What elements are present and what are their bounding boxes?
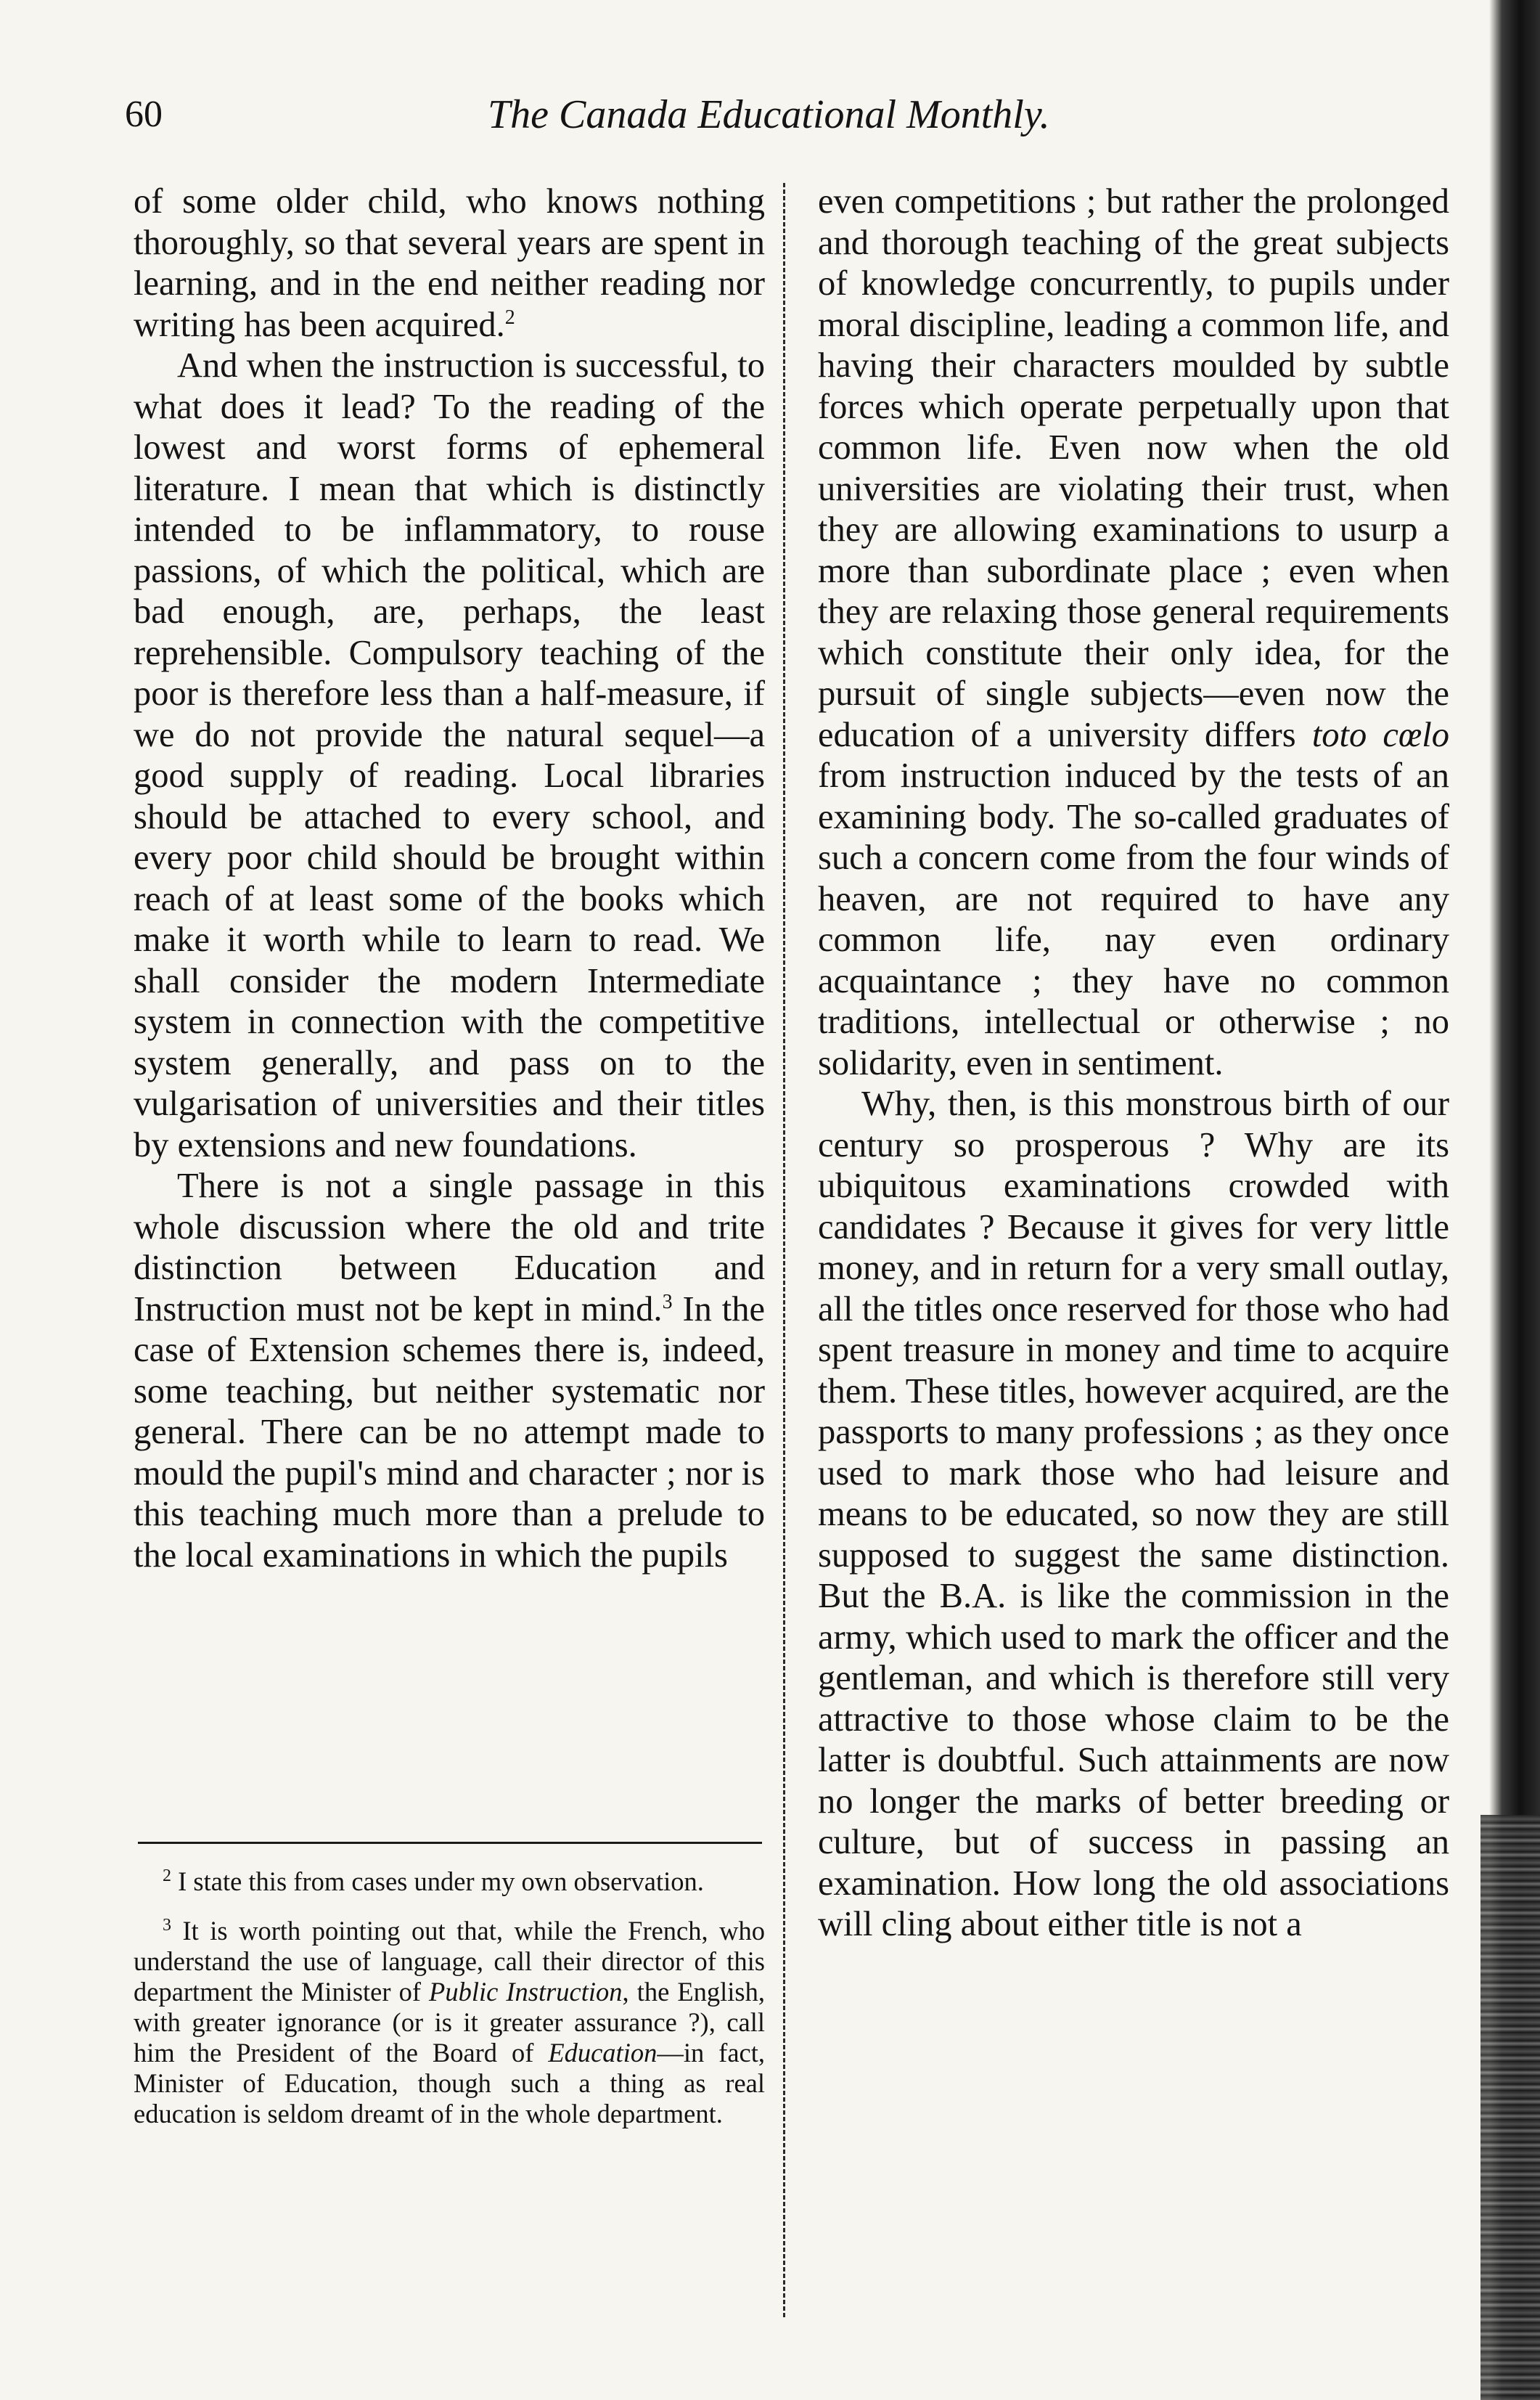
column-divider <box>783 183 785 2317</box>
footnote-divider <box>138 1842 762 1844</box>
right-paragraph-2: Why, then, is this monstrous birth of our century so prosperous ? Why are its ubiquitous examinations crowded with candidates ? Because it gives for very little money, and in return for a very small outlay, all the titles once reserved for those who had spent treasure in money and time to acquire them. These titles, however acquired, are the passports to many professions ; as they once used to mark those who had leisure and means to be educated, so now they are still supposed to suggest the same distinction. But the B.A. is like the commission in the army, which used to mark the officer and the gentleman, and which is therefore still very attractive to those whose claim to be the latter is doubtful. Such attainments are now no longer the marks of better breeding or culture, but of success in passing an examination. How long the old associations will cling about either title is not a <box>818 1085 1449 1943</box>
footnote-3-number: 3 <box>163 1916 171 1935</box>
footnote-2-number: 2 <box>163 1866 171 1885</box>
right-p1-text-a: even competitions ; but rather the prolonged and thorough teaching of the great subjects of knowledge concurrently, to pupils under moral discipline, leading a common life, and having their characters moulded by subtle forces which operate perpetually upon that common life. Even now when the old universities are violating their trust, when they are allowing examinations to usurp a more than subordinate place ; even when they are relaxing those general requirements which constitute their only idea, for the pursuit of single subjects—even now the education of a university differs <box>818 182 1449 754</box>
footnote-3-emphasis-2: Education <box>548 2038 658 2068</box>
footnote-3-text-b: , the English, with greater ignorance (or is it greater assurance ?), call him the President of the Board of <box>134 1977 766 2068</box>
footnote-3-emphasis-1: Public Instruction <box>429 1977 623 2007</box>
page-number: 60 <box>125 94 163 135</box>
left-paragraph-2: And when the instruction is successful, to what does it lead? To the reading of the lowest and worst forms of ephemeral literature. I mean that which is distinctly intended to be inflammatory, to rouse passions, of which the political, which are bad enough, are, perhaps, the least reprehensible. Compulsory teaching of the poor is therefore less than a half-measure, if we do not provide the natural sequel—a good supply of reading. Local libraries should be attached to every school, and every poor child should be brought within reach of at least some of the books which make it worth while to learn to read. We shall consider the modern Intermediate system in connection with the competitive system generally, and pass on to the vulgarisation of universities and their titles by extensions and new foundations. <box>134 346 765 1164</box>
right-column <box>818 181 1449 1946</box>
left-paragraph-1 <box>134 181 765 346</box>
right-p1-emphasis: toto cœlo <box>1311 715 1449 754</box>
left-p3-text-b: In the case of Extension schemes there is, indeed, some teaching, but neither systematic nor general. There can be no attempt made to mould the pupil's mind and character ; nor is this teaching much more than a prelude to the local examinations in which the pupils <box>134 1289 765 1575</box>
running-title: The Canada Educational Monthly. <box>488 92 1050 137</box>
footnote-2 <box>134 1861 765 1897</box>
footnotes <box>134 1861 765 2142</box>
left-paragraph-3 <box>134 1166 765 1576</box>
left-column <box>134 181 765 1576</box>
page-header <box>125 86 1170 144</box>
footnote-ref-2: 2 <box>504 306 515 329</box>
right-paragraph-1 <box>818 181 1449 1084</box>
footnote-3 <box>134 1910 765 2129</box>
right-p1-text-b: from instruction induced by the tests of an examining body. The so-called graduates of such a concern come from the four winds of heaven, are not required to have any common life, nay even ordinary acquaintance ; they have no common traditions, intellectual or otherwise ; no solidarity, even in sentiment. <box>818 756 1449 1082</box>
left-p1-text: of some older child, who knows nothing thoroughly, so that several years are spent in learning, and in the end neither reading nor writing has been acquired. <box>134 182 765 344</box>
footnote-3-text-c: —in fact, Minister of Education, though such a thing as real education is seldom dreamt of in the whole department. <box>134 2038 765 2129</box>
left-p3-text-a: There is not a single passage in this whole discussion where the old and trite distinction between Education and Instruction must not be kept in mind. <box>134 1167 765 1328</box>
scan-edge-noise <box>1480 1815 1540 2400</box>
footnote-3-text-a: It is worth pointing out that, while the French, who understand the use of language, call their director of this department the Minister of <box>134 1916 765 2007</box>
footnote-2-text: I state this from cases under my own observation. <box>171 1866 704 1897</box>
footnote-ref-3: 3 <box>662 1290 673 1313</box>
